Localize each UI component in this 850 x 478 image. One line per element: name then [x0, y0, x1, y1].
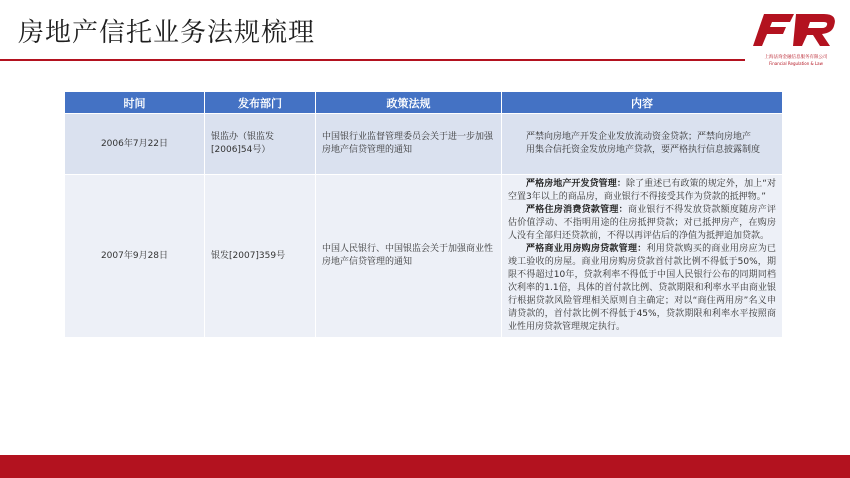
page-title: 房地产信托业务法规梳理 [18, 18, 316, 48]
header-department: 发布部门 [205, 92, 316, 114]
content-paragraph: 严禁向房地产开发企业发放流动资金贷款；严禁向房地产 [526, 132, 752, 142]
header-policy: 政策法规 [316, 92, 502, 114]
content-paragraph: 用集合信托资金发放房地产贷款，要严格执行信息披露制度 [526, 145, 761, 155]
cell-policy: 中国银行业监督管理委员会关于进一步加强房地产信贷管理的通知 [316, 114, 502, 175]
cell-content [502, 114, 783, 175]
cell-content [502, 175, 783, 338]
policy-table [64, 91, 783, 338]
cell-time: 2006年7月22日 [65, 114, 205, 175]
content-paragraph: 严格房地产开发贷管理：除了重述已有政策的规定外，加上“对空置3年以上的商品房，商业银行不得接受其作为贷款的抵押物。” [508, 179, 776, 202]
fr-logo-icon [750, 8, 842, 52]
table-row [65, 175, 783, 338]
company-logo [750, 8, 842, 68]
cell-policy: 中国人民银行、中国银监会关于加强商业性房地产信贷管理的通知 [316, 175, 502, 338]
cell-department: 银监办（银监发[2006]54号） [205, 114, 316, 175]
table-row [65, 114, 783, 175]
content-paragraph: 严格住房消费贷款管理：商业银行不得发放贷款额度随房产评估价值浮动、不指明用途的住房抵押贷款；对已抵押房产，在购房人没有全部归还贷款前，不得以再评估后的净值为抵押追加贷款。 [508, 205, 776, 241]
logo-company-en: Financial Regulation & Law [769, 61, 823, 66]
table-header-row [65, 92, 783, 114]
header-time: 时间 [65, 92, 205, 114]
title-divider [0, 59, 745, 61]
cell-department: 银发[2007]359号 [205, 175, 316, 338]
cell-time: 2007年9月28日 [65, 175, 205, 338]
header-content: 内容 [502, 92, 783, 114]
content-paragraph: 严格商业用房购房贷款管理：利用贷款购买的商业用房应为已竣工验收的房屋。商业用房购房贷款首付款比例不得低于50%，期限不得超过10年，贷款利率不得低于中国人民银行公布的同期同档次利率的1.1倍，具体的首付款比例、贷款期限和利率水平由商业银行根据贷款风险管理相关原则自主确定；对以“商住两用房”名义申请贷款的，首付款比例不得低于45%，贷款期限和利率水平按照商业性用房贷款管理规定执行。 [508, 244, 776, 332]
footer-band [0, 455, 850, 478]
logo-company-cn: 上海法询金融信息服务有限公司 [764, 55, 828, 60]
